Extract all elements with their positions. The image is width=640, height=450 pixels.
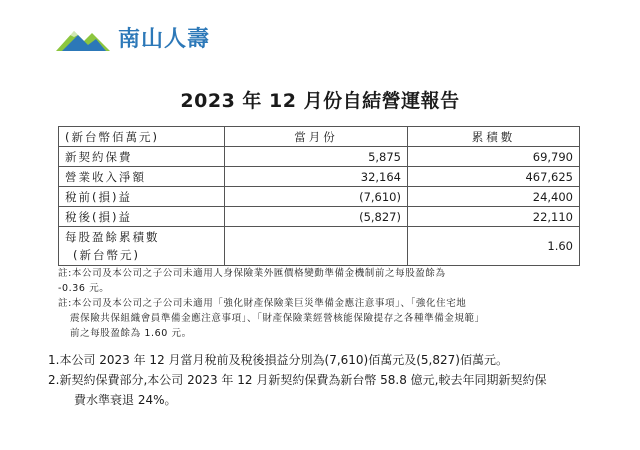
row-label: 新契約保費	[59, 147, 225, 167]
summary-item-2-line2: 費水準衰退 24%。	[74, 393, 177, 407]
summary-items	[48, 350, 608, 410]
table-header-row	[59, 127, 580, 147]
note2-line2: 震保險共保組織會員準備金應注意事項」、「財產保險業經營核能保險提存之各種準備金規範」	[70, 313, 485, 324]
eps-empty-cell	[225, 227, 408, 266]
brand-name: 南山人壽	[118, 27, 211, 52]
note2-line3: 前之每股盈餘為 1.60 元。	[70, 328, 192, 339]
column-header-month: 當月份	[225, 127, 408, 147]
month-value: (5,827)	[225, 207, 408, 227]
eps-row	[59, 227, 580, 266]
cumulative-value: 467,625	[408, 167, 580, 187]
month-value: 32,164	[225, 167, 408, 187]
cumulative-value: 69,790	[408, 147, 580, 167]
table-row	[59, 167, 580, 187]
month-value: (7,610)	[225, 187, 408, 207]
report-title: 2023 年 12 月份自結營運報告	[180, 90, 460, 112]
unit-label: (新台幣佰萬元)	[59, 127, 225, 147]
table-row	[59, 207, 580, 227]
row-label: 稅後(損)益	[59, 207, 225, 227]
table-row	[59, 147, 580, 167]
month-value: 5,875	[225, 147, 408, 167]
eps-label-line2: (新台幣元)	[73, 248, 140, 262]
eps-label	[59, 227, 225, 266]
cumulative-value: 22,110	[408, 207, 580, 227]
summary-item-2-line1: 2.新契約保費部分,本公司 2023 年 12 月新契約保費為新台幣 58.8 億元,較去年同期新契約保	[48, 373, 547, 387]
table-row	[59, 187, 580, 207]
row-label: 營業收入淨額	[59, 167, 225, 187]
eps-label-line1: 每股盈餘累積數	[65, 230, 160, 244]
note2-line1: 註:本公司及本公司之子公司未適用「強化財產保險業巨災準備金應注意事項」、「強化住宅地	[58, 298, 467, 309]
eps-value: 1.60	[408, 227, 580, 266]
mountain-logo-icon	[54, 23, 112, 53]
summary-item-1: 1.本公司 2023 年 12 月當月稅前及稅後損益分別為(7,610)佰萬元及(5,827)佰萬元。	[48, 353, 508, 367]
column-header-cumulative: 累積數	[408, 127, 580, 147]
brand-logo	[54, 22, 210, 53]
financial-table	[58, 126, 580, 266]
cumulative-value: 24,400	[408, 187, 580, 207]
footnotes	[58, 266, 598, 341]
row-label: 稅前(損)益	[59, 187, 225, 207]
note1-line1: 註:本公司及本公司之子公司未適用人身保險業外匯價格變動準備金機制前之每股盈餘為	[58, 268, 446, 279]
note1-line2: -0.36 元。	[58, 283, 110, 294]
